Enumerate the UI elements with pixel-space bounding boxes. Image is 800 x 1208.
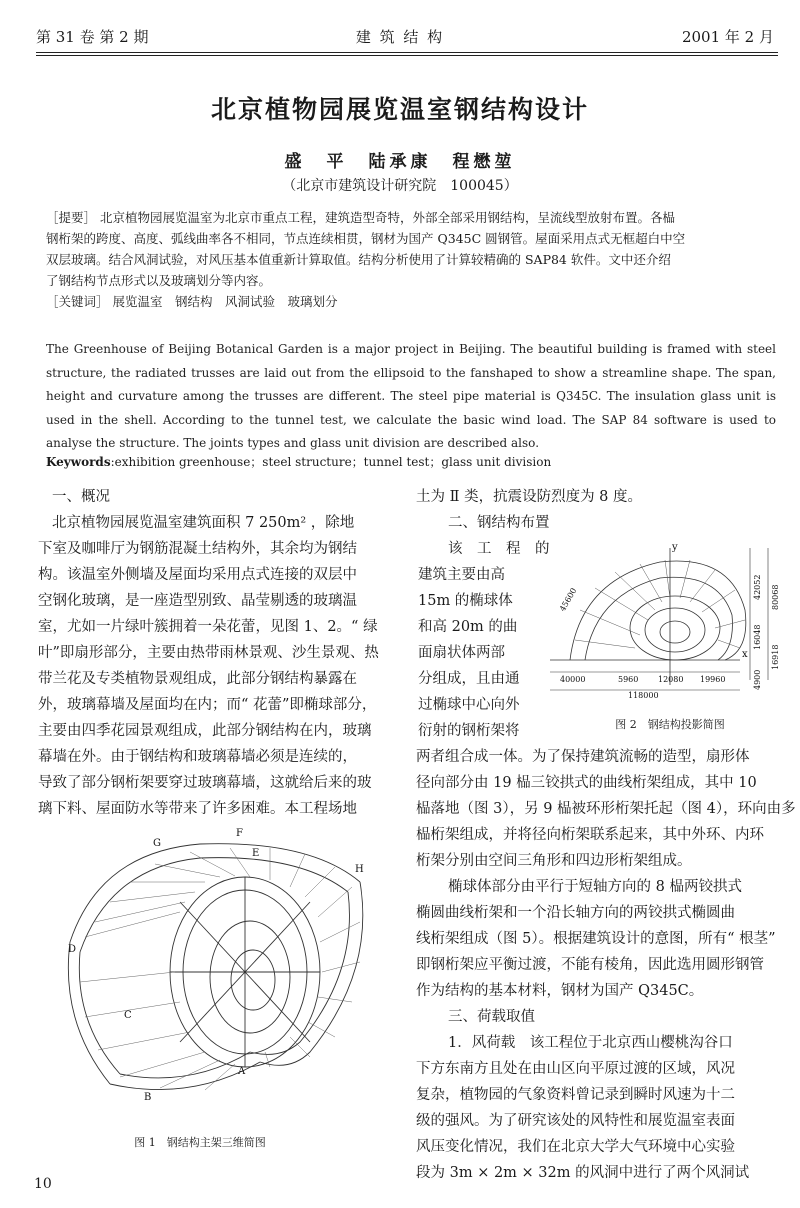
figure2-dim-bottom-4: 19960 [700, 675, 726, 684]
figure2-dim-right-4: 16918 [771, 644, 780, 670]
keywords-en-text: :exhibition greenhouse；steel structure；tunnel test；glass unit division [110, 455, 552, 469]
right-column-top [416, 484, 786, 536]
figure1-label-c: C [124, 1010, 132, 1021]
body-line: 桁架分别由空间三角形和四边形桁架组成。 [416, 853, 692, 869]
right-column-narrow [418, 536, 550, 744]
body-line: 径向部分由 19 榀三铰拱式的曲线桁架组成，其中 10 [416, 775, 757, 791]
body-line: 璃下料、屋面防水等带来了许多困难。本工程场地 [38, 801, 357, 817]
figure2-dim-left: 45600 [557, 586, 579, 613]
abstract-zh-line: 双层玻璃。结合风洞试验，对风压基本值重新计算取值。结构分析使用了计算较精确的 SAP84 软件。文中还介绍 [46, 252, 671, 267]
figure2-dim-right-1: 42052 [753, 574, 762, 600]
body-line: 外，玻璃幕墙及屋面均在内；而“ 花蕾”即椭球部分， [38, 697, 377, 713]
body-line: 过椭球中心向外 [418, 697, 520, 713]
body-line: 建筑主要由高 [418, 567, 505, 583]
body-line: 即钢桁架应平衡过渡，不能有棱角，因此选用圆形钢管 [416, 957, 764, 973]
body-line: 下室及咖啡厅为钢筋混凝土结构外，其余均为钢结 [38, 541, 357, 557]
figure1-label-b: B [144, 1092, 152, 1103]
abstract-en: The Greenhouse of Beijing Botanical Garden is a major project in Beijing. The beautiful building is framed with steel structure, the radiated trusses are laid out from the ellipsoid to the fanshaped to show a streamline shape. The span, height and curvature among the trusses are different. The steel pipe material is Q345C. The insulation glass unit is used in the shell. According to the tunnel test, we calculate the basic wind load. The SAP 84 software is used to analyse the structure. The joints types and glass unit division are described also. [46, 342, 776, 450]
body-line: 椭球体部分由平行于短轴方向的 8 榀两铰拱式 [448, 879, 742, 895]
figure1-caption: 图 1 钢结构主架三维简图 [134, 1136, 266, 1149]
body-line: 空钢化玻璃，是一座造型别致、晶莹剔透的玻璃温 [38, 593, 357, 609]
keywords-en-label: Keywords [46, 455, 111, 469]
right-column-body [416, 744, 796, 1186]
figure1-label-g: G [153, 838, 161, 849]
outer-arch [70, 844, 360, 942]
body-line: 叶”即扇形部分，主要由热带雨林景观、沙生景观、热 [38, 645, 379, 661]
body-line: 衍射的钢桁架将 [418, 723, 520, 739]
left-column-para1 [38, 536, 390, 822]
article-affiliation: （北京市建筑设计研究院 100045） [282, 178, 518, 194]
body-line: 和高 20m 的曲 [418, 619, 518, 635]
figure2-axis-x-label: x [742, 649, 748, 660]
journal-volume-issue: 第 31 卷 第 2 期 [36, 28, 149, 46]
body-line: 北京植物园展览温室建筑面积 7 250m² ，除地 [52, 515, 355, 531]
body-line: 榀桁架组成，并将径向桁架联系起来，其中外环、内环 [416, 827, 764, 843]
figure2-dim-bottom-1: 40000 [560, 675, 586, 684]
section-heading-overview: 一、概况 [52, 489, 110, 505]
abstract-zh-line: 钢桁架的跨度、高度、弧线曲率各不相同，节点连续相贯，钢材为国产 Q345C 圆钢管。屋面采用点式无框超白中空 [46, 231, 686, 246]
abstract-zh-line: 了钢结构节点形式以及玻璃划分等内容。 [46, 273, 272, 288]
body-line: 级的强风。为了研究该处的风特性和展览温室表面 [416, 1113, 735, 1129]
journal-date: 2001 年 2 月 [681, 28, 774, 46]
abstract-zh-line: ［提要］ 北京植物园展览温室为北京市重点工程，建筑造型奇特，外部全部采用钢结构，呈流线型放射布置。各榀 [46, 210, 676, 225]
body-line: 导致了部分钢桁架要穿过玻璃幕墙，这就给后来的玻 [38, 775, 372, 791]
body-line: 土为 Ⅱ 类，抗震设防烈度为 8 度。 [416, 489, 643, 505]
article-title: 北京植物园展览温室钢结构设计 [210, 95, 589, 124]
keywords-zh-label: ［关键词］ [46, 294, 109, 309]
left-column [52, 484, 392, 536]
figure2-outer-outline [570, 561, 746, 660]
body-line: 室，尤如一片绿叶簇拥着一朵花蕾，见图 1、2。“ 绿 [38, 619, 378, 635]
header-rule-2 [36, 55, 778, 56]
body-line: 面扇状体两部 [418, 645, 505, 661]
figure1-label-h: H [355, 864, 364, 875]
figure2-dim-right-3: 16048 [753, 624, 762, 650]
article-authors: 盛 平 陆承康 程懋堃 [284, 152, 516, 172]
body-line: 两者组合成一体。为了保持建筑流畅的造型，扇形体 [416, 749, 750, 765]
figure1-label-a: A [238, 1066, 246, 1077]
figure1-label-f: F [236, 828, 243, 839]
body-line: 主要由四季花园景观组成，此部分钢结构在内，玻璃 [38, 723, 372, 739]
abstract-zh [46, 207, 762, 312]
figure2-dim-total: 118000 [628, 691, 659, 700]
body-line: 线桁架组成（图 5）。根据建筑设计的意图，所有“ 根茎” [416, 931, 776, 947]
abstract-zh-label: ［提要］ [46, 210, 97, 225]
body-line: 作为结构的基本材料，钢材为国产 Q345C。 [416, 983, 704, 999]
body-line: 构。该温室外侧墙及屋面均采用点式连接的双层中 [38, 567, 357, 583]
keywords-zh-text: 展览温室 钢结构 风洞试验 玻璃划分 [112, 294, 338, 309]
body-line: 椭圆曲线桁架和一个沿长轴方向的两铰拱式椭圆曲 [416, 905, 735, 921]
body-line: 分组成，且由通 [418, 671, 520, 687]
figure2-dim-bottom-2: 5960 [618, 675, 639, 684]
keywords-zh [46, 291, 762, 312]
figure1-label-d: D [68, 944, 77, 955]
figure1-steel-structure-3d [40, 822, 390, 1112]
section-heading-loads: 三、荷载取值 [448, 1009, 535, 1025]
journal-name: 建 筑 结 构 [355, 28, 445, 46]
body-line: 榀落地（图 3），另 9 榀被环形桁架托起（图 4），环向由多 [416, 801, 796, 817]
body-line: 该 工 程 的 [448, 541, 550, 557]
body-line: 幕墙在外。由于钢结构和玻璃幕墙必须是连续的， [38, 749, 357, 765]
page-number: 10 [34, 1176, 52, 1192]
body-line: 下方东南方且处在由山区向平原过渡的区域，风况 [416, 1061, 735, 1077]
body-line: 带兰花及专类植物景观组成，此部分钢结构暴露在 [38, 671, 357, 687]
figure2-axis-y-label: y [672, 542, 678, 553]
figure1-label-e: E [252, 848, 260, 859]
body-line: 15m 的椭球体 [418, 593, 513, 609]
figure2-dim-bottom-3: 12080 [658, 675, 684, 684]
figure2-dim-right-5: 4900 [753, 669, 762, 690]
figure2-caption: 图 2 钢结构投影简图 [615, 718, 725, 731]
figure2-dim-right-2: 80068 [771, 584, 780, 610]
body-line: 复杂，植物园的气象资料曾记录到瞬时风速为十二 [416, 1087, 735, 1103]
section-heading-steel-layout: 二、钢结构布置 [448, 515, 550, 531]
header-rule [36, 52, 778, 53]
body-line: 1．风荷载 该工程位于北京西山樱桃沟谷口 [448, 1035, 733, 1051]
body-line: 段为 3m × 2m × 32m 的风洞中进行了两个风洞试 [416, 1165, 750, 1181]
figure2-projection-plan [540, 540, 790, 700]
keywords-en [46, 453, 551, 470]
body-line: 风压变化情况，我们在北京大学大气环境中心实验 [416, 1139, 735, 1155]
